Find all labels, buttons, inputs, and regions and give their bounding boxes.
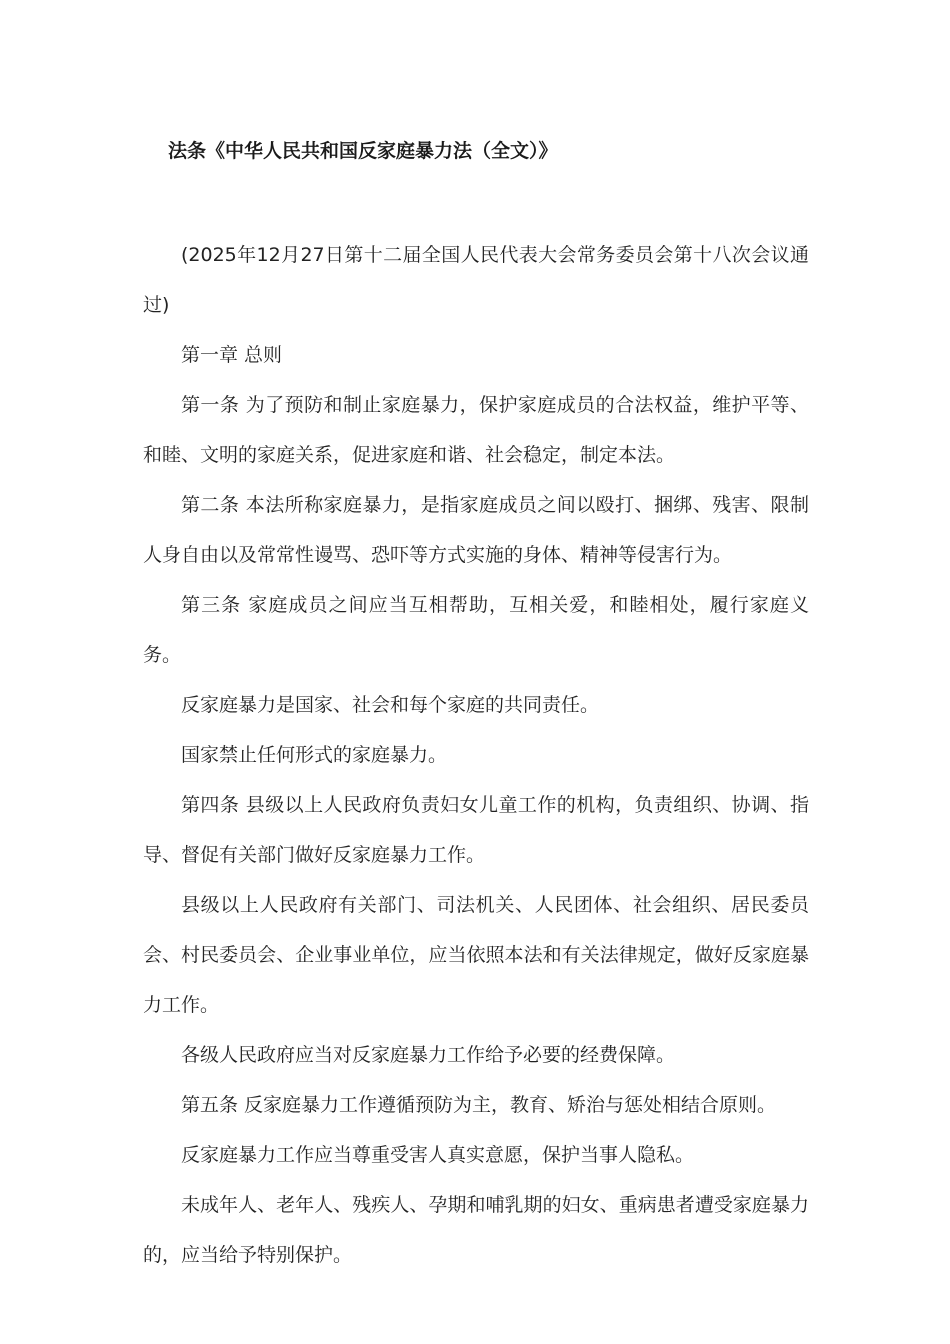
- article-2: 第二条 本法所称家庭暴力，是指家庭成员之间以殴打、捆绑、残害、限制人身自由以及常常性谩骂、恐吓等方式实施的身体、精神等侵害行为。: [143, 494, 809, 566]
- article-5-clause-3: 未成年人、老年人、残疾人、孕期和哺乳期的妇女、重病患者遭受家庭暴力的，应当给予特别保护。: [143, 1194, 809, 1266]
- article-4-clause-2: 县级以上人民政府有关部门、司法机关、人民团体、社会组织、居民委员会、村民委员会、企业事业单位，应当依照本法和有关法律规定，做好反家庭暴力工作。: [143, 894, 809, 1016]
- document-title: 法条《中华人民共和国反家庭暴力法（全文）》: [168, 140, 558, 162]
- article-4-clause-3: 各级人民政府应当对反家庭暴力工作给予必要的经费保障。: [181, 1044, 676, 1066]
- document-body: [143, 230, 809, 1280]
- article-5-clause-2: 反家庭暴力工作应当尊重受害人真实意愿，保护当事人隐私。: [181, 1144, 695, 1166]
- article-3-clause-3: 国家禁止任何形式的家庭暴力。: [181, 744, 448, 766]
- article-5: 第五条 反家庭暴力工作遵循预防为主，教育、矫治与惩处相结合原则。: [181, 1094, 777, 1116]
- article-1: 第一条 为了预防和制止家庭暴力，保护家庭成员的合法权益，维护平等、和睦、文明的家庭关系，促进家庭和谐、社会稳定，制定本法。: [143, 394, 809, 466]
- paragraph-adoption-note: (2025年12月27日第十二届全国人民代表大会常务委员会第十八次会议通过): [143, 244, 809, 316]
- article-4: 第四条 县级以上人民政府负责妇女儿童工作的机构，负责组织、协调、指导、督促有关部门做好反家庭暴力工作。: [143, 794, 809, 866]
- article-3: 第三条 家庭成员之间应当互相帮助，互相关爱，和睦相处，履行家庭义务。: [143, 594, 809, 666]
- article-3-clause-2: 反家庭暴力是国家、社会和每个家庭的共同责任。: [181, 694, 600, 716]
- chapter-heading: 第一章 总则: [181, 344, 283, 366]
